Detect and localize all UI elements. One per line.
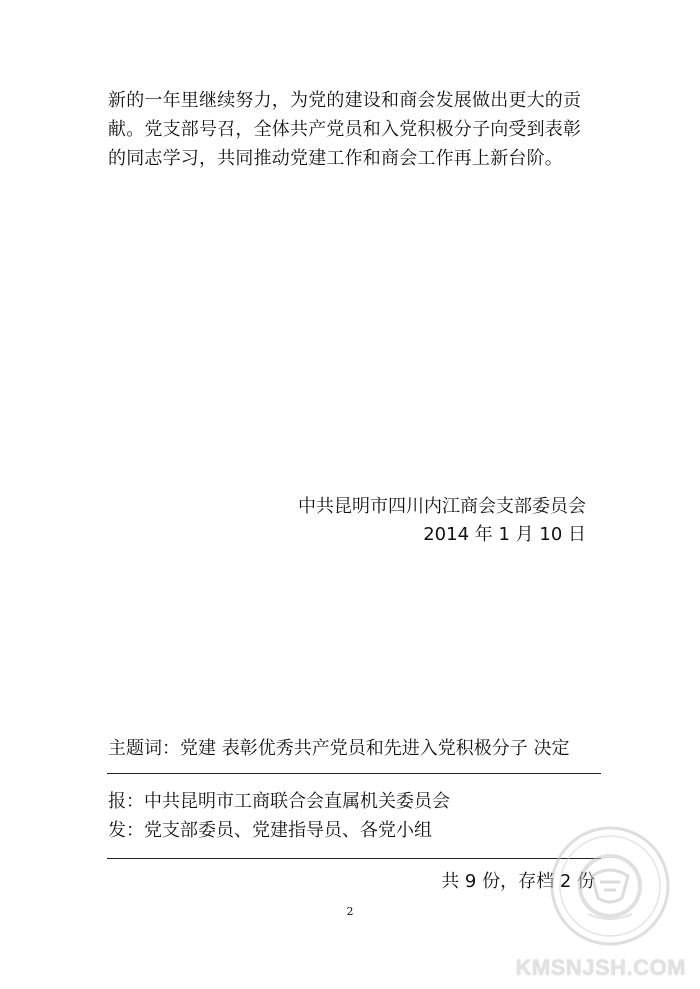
chamber-seal-icon bbox=[548, 824, 672, 948]
subject-keywords: 主题词：党建 表彰优秀共产党员和先进入党积极分子 决定 bbox=[108, 738, 570, 759]
body-line: 新的一年里继续努力，为党的建设和商会发展做出更大的贡 bbox=[108, 90, 582, 111]
body-line: 的同志学习，共同推动党建工作和商会工作再上新台阶。 bbox=[108, 148, 563, 169]
distribution-list bbox=[108, 787, 450, 845]
report-to-line: 报：中共昆明市工商联合会直属机关委员会 bbox=[108, 791, 450, 812]
send-to-line: 发：党支部委员、党建指导员、各党小组 bbox=[108, 820, 432, 841]
body-line: 献。党支部号召，全体共产党员和入党积极分子向受到表彰 bbox=[108, 119, 582, 140]
page-number: 2 bbox=[346, 905, 354, 918]
site-watermark: KMSNJSH.COM bbox=[515, 955, 686, 980]
copies-count: 共 9 份，存档 2 份 bbox=[441, 871, 595, 892]
issuing-organization: 中共昆明市四川内江商会支部委员会 bbox=[298, 496, 586, 517]
divider-line bbox=[107, 858, 601, 859]
issue-date: 2014 年 1 月 10 日 bbox=[423, 524, 586, 545]
signature-block bbox=[298, 493, 586, 549]
divider-line bbox=[107, 773, 601, 774]
body-paragraph bbox=[108, 86, 598, 173]
